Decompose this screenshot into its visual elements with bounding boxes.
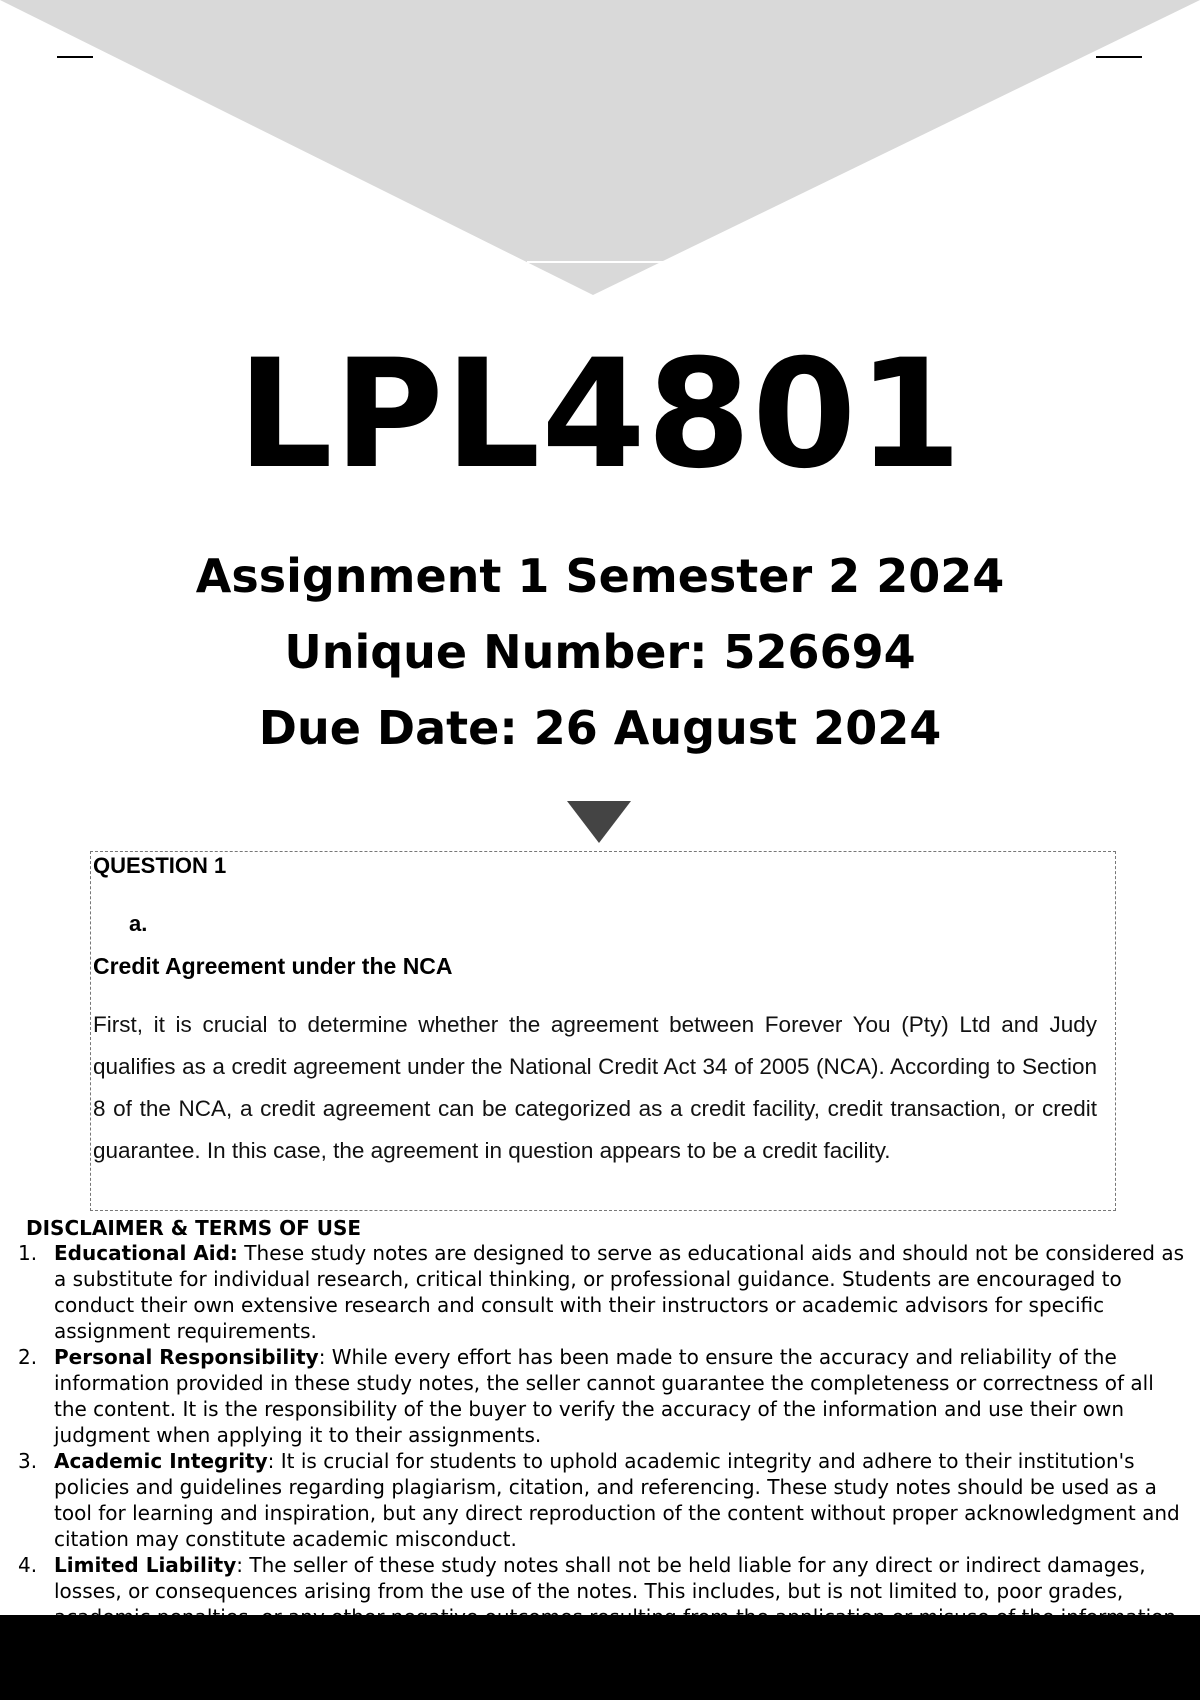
question-part-label: a. <box>129 911 148 936</box>
unique-number-line: Unique Number: 526694 <box>284 625 916 679</box>
list-item-number: 2. <box>18 1345 38 1369</box>
list-item-number: 4. <box>18 1553 38 1577</box>
disclaimer-section <box>18 1216 1188 1630</box>
assignment-line: Assignment 1 Semester 2 2024 <box>195 549 1005 603</box>
list-item-term: Personal Responsibility <box>54 1345 319 1369</box>
question-heading: QUESTION 1 <box>93 853 227 878</box>
corner-rule-left <box>57 56 93 58</box>
question-subheading: Credit Agreement under the NCA <box>93 953 453 979</box>
list-item-term: Educational Aid: <box>54 1241 238 1265</box>
list-item-text: : The seller of these study notes shall not be held liable for any direct or indirect damages, losses, or consequences arising from the use of the notes. This includes, but is not limited to, poor grades, <box>54 1553 1146 1603</box>
bottom-black-bar <box>0 1615 1200 1700</box>
header-chevron-graphic <box>0 0 1200 300</box>
list-item-text: : It is crucial for students to uphold academic integrity and adhere to their institution's policies and guidelines regarding plagiarism, citation, and referencing. These study notes should be used as a tool for learning and inspiration, but any direct reproduction of the content without proper acknowledgment and citation may constitute academic misconduct. <box>54 1449 1180 1551</box>
triangle-down-icon <box>567 801 631 843</box>
question-excerpt-box <box>90 851 1116 1211</box>
course-code-title: LPL4801 <box>237 328 963 502</box>
disclaimer-title: DISCLAIMER & TERMS OF USE <box>26 1216 362 1240</box>
list-item <box>18 1344 1188 1448</box>
list-item-number: 3. <box>18 1449 38 1473</box>
disclaimer-list <box>18 1240 1188 1630</box>
list-item-text: These study notes are designed to serve as educational aids and should not be considered as a substitute for individual research, critical thinking, or professional guidance. Students are encouraged to conduct their own extensive research and consult with their instructors or academic advisors for specific assignment requirements. <box>54 1241 1185 1343</box>
question-body-text: First, it is crucial to determine whether the agreement between Forever You (Pty) Ltd and Judy qualifies as a credit agreement under the National Credit Act 34 of 2005 (NCA). According to Section 8 of the NCA, a credit agreement can be categorized as a credit facility, credit transaction, or credit guarantee. In this case, the agreement in question appears to be a credit facility. <box>93 1012 1097 1163</box>
list-item-number: 1. <box>18 1241 38 1265</box>
list-item-term: Limited Liability <box>54 1553 237 1577</box>
corner-rule-right <box>1096 56 1142 58</box>
list-item-term: Academic Integrity <box>54 1449 268 1473</box>
list-item-text: : While every effort has been made to ensure the accuracy and reliability of the information provided in these study notes, the seller cannot guarantee the completeness or correctness of all the content. It is the responsibility of the buyer to verify the accuracy of the information and use their own judgment when applying it to their assignments. <box>54 1345 1154 1447</box>
list-item <box>18 1240 1188 1344</box>
list-item <box>18 1448 1188 1552</box>
due-date-line: Due Date: 26 August 2024 <box>258 701 942 755</box>
